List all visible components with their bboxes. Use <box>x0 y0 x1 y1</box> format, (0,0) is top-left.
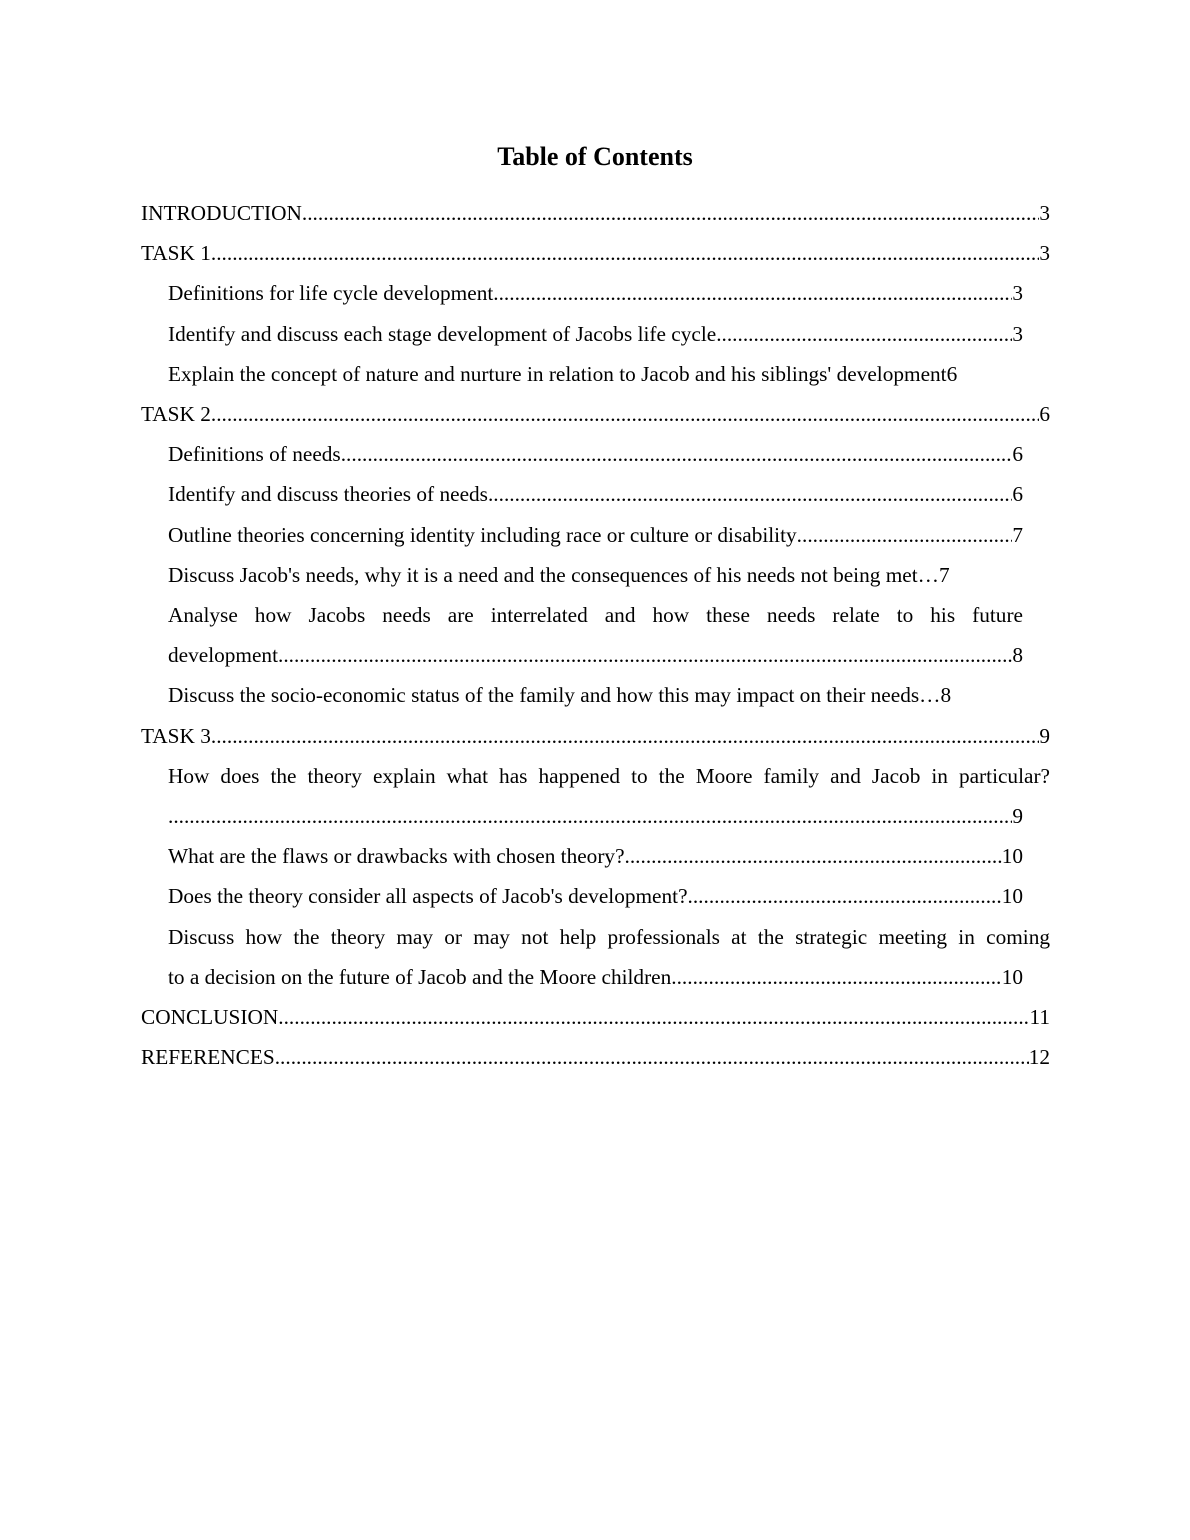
toc-page-number: 8 <box>940 683 952 708</box>
toc-page-number: 10 <box>1001 964 1023 989</box>
toc-entry-label: Discuss Jacob's needs, why it is a need and the consequences of his needs not being met <box>168 562 918 587</box>
toc-entry-label: Identify and discuss each stage development of Jacobs life cycle <box>168 321 717 346</box>
toc-page-number: 9 <box>1039 723 1050 748</box>
toc-entry-identity-theories[interactable] <box>141 515 1023 555</box>
toc-page-number: 8 <box>1012 643 1023 668</box>
toc-page-number: 7 <box>938 562 950 587</box>
toc-page-number: 6 <box>1012 482 1023 507</box>
toc-page-number: 11 <box>1029 1005 1050 1030</box>
toc-page-number: 3 <box>1039 241 1050 266</box>
toc-entry-label: INTRODUCTION <box>141 201 302 225</box>
toc-entry-label: REFERENCES <box>141 1045 275 1070</box>
toc-entry-references[interactable] <box>141 1037 1050 1077</box>
toc-entry-label: Definitions for life cycle development <box>168 281 494 306</box>
toc-page-number: 6 <box>1012 442 1023 467</box>
toc-entry-label-line-1: Analyse how Jacobs needs are interrelated and how these needs relate to his future <box>168 603 1023 628</box>
toc-title: Table of Contents <box>497 142 693 171</box>
toc-entry-label: CONCLUSION <box>141 1005 279 1030</box>
toc-entry-label: Outline theories concerning identity including race or culture or disability <box>168 522 797 547</box>
toc-leader <box>688 876 1002 916</box>
toc-leader <box>493 273 1012 313</box>
toc-entry-label-line-2: development <box>168 643 278 668</box>
toc-entry-flaws-drawbacks[interactable] <box>141 836 1023 876</box>
toc-leader <box>278 997 1029 1037</box>
toc-entry-socio-economic[interactable] <box>141 675 1023 715</box>
toc-leader <box>671 957 1001 997</box>
toc-entry-definitions-needs[interactable] <box>141 434 1023 474</box>
toc-entry-task-1[interactable] <box>141 233 1050 273</box>
toc-entry-conclusion[interactable] <box>141 997 1050 1037</box>
toc-leader <box>488 474 1012 514</box>
toc-entry-theory-moore-family[interactable] <box>141 756 1050 836</box>
toc-entry-label: Discuss the socio-economic status of the family and how this may impact on their needs <box>168 683 920 708</box>
toc-entry-theories-of-needs[interactable] <box>141 474 1023 514</box>
toc-entry-all-aspects[interactable] <box>141 876 1023 916</box>
toc-entry-label: What are the flaws or drawbacks with chosen theory? <box>168 844 625 869</box>
toc-leader <box>168 796 1012 836</box>
toc-leader <box>211 716 1039 756</box>
toc-leader <box>625 836 1002 876</box>
toc-page-number: 3 <box>1012 281 1023 306</box>
toc-entry-stage-development[interactable] <box>141 314 1023 354</box>
toc-leader <box>278 635 1012 675</box>
toc-leader <box>211 233 1039 273</box>
toc-page-number: 3 <box>1039 201 1050 225</box>
toc-ellipsis: … <box>917 562 939 587</box>
toc-leader <box>716 314 1012 354</box>
toc-entry-jacobs-needs[interactable] <box>141 555 1023 595</box>
toc-entry-nature-nurture[interactable] <box>141 354 1050 394</box>
toc-page-number: 6 <box>946 361 958 386</box>
toc-leader <box>211 394 1039 434</box>
toc-page-number: 3 <box>1012 321 1023 346</box>
toc-leader <box>275 1037 1029 1077</box>
toc-list <box>141 193 1050 1077</box>
toc-entry-task-2[interactable] <box>141 394 1050 434</box>
toc-entry-label-line-1: How does the theory explain what has happened to the Moore family and Jacob in particular? <box>168 763 1050 788</box>
toc-entry-strategic-meeting[interactable] <box>141 917 1050 997</box>
toc-entry-label: TASK 2 <box>141 402 211 427</box>
toc-ellipsis: … <box>919 683 941 708</box>
toc-entry-label: Identify and discuss theories of needs <box>168 482 488 507</box>
toc-page-number: 10 <box>1001 884 1023 909</box>
toc-entry-label-line-1: Discuss how the theory may or may not help professionals at the strategic meeting in coming <box>168 924 1050 949</box>
toc-page-number: 7 <box>1012 522 1023 547</box>
toc-leader <box>341 434 1013 474</box>
toc-entry-label: TASK 1 <box>141 241 211 266</box>
toc-entry-label-line-2: to a decision on the future of Jacob and the Moore children <box>168 964 672 989</box>
toc-leader <box>302 193 1039 233</box>
toc-entry-label: TASK 3 <box>141 723 211 748</box>
toc-entry-introduction[interactable] <box>141 193 1050 233</box>
toc-entry-definitions-life-cycle[interactable] <box>141 273 1023 313</box>
toc-entry-label: Definitions of needs <box>168 442 341 467</box>
toc-leader <box>797 515 1013 555</box>
toc-entry-needs-interrelated[interactable] <box>141 595 1023 675</box>
toc-entry-label: Does the theory consider all aspects of Jacob's development? <box>168 884 688 909</box>
toc-entry-task-3[interactable] <box>141 716 1050 756</box>
toc-entry-label: Explain the concept of nature and nurture in relation to Jacob and his siblings' development <box>168 361 947 386</box>
toc-page-number: 10 <box>1001 844 1023 869</box>
toc-page-number: 9 <box>1012 804 1023 829</box>
toc-page-number: 12 <box>1028 1045 1050 1070</box>
toc-page-number: 6 <box>1039 402 1050 427</box>
